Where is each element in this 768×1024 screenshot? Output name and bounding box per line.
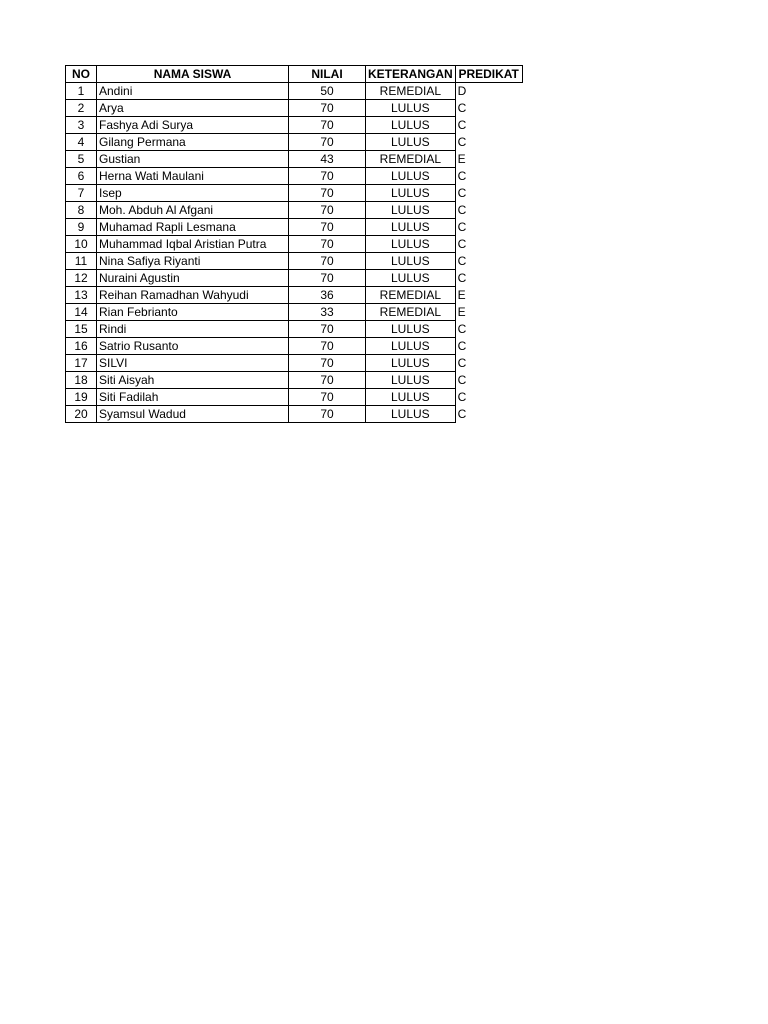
cell-keterangan: REMEDIAL [366,287,456,304]
cell-nama-siswa: Satrio Rusanto [97,338,289,355]
cell-nilai: 70 [289,236,366,253]
cell-keterangan: REMEDIAL [366,151,456,168]
cell-nilai: 70 [289,406,366,423]
cell-predikat: C [455,117,522,134]
cell-no: 3 [66,117,97,134]
cell-no: 5 [66,151,97,168]
table-row [66,406,523,423]
cell-nama-siswa: Isep [97,185,289,202]
cell-nama-siswa: Siti Fadilah [97,389,289,406]
cell-nama-siswa: Nuraini Agustin [97,270,289,287]
table-row [66,270,523,287]
cell-nilai: 70 [289,355,366,372]
cell-predikat: C [455,253,522,270]
table-row [66,236,523,253]
cell-keterangan: LULUS [366,168,456,185]
cell-nama-siswa: Nina Safiya Riyanti [97,253,289,270]
grades-table [65,65,523,423]
cell-nama-siswa: Fashya Adi Surya [97,117,289,134]
table-row [66,372,523,389]
table-row [66,83,523,100]
cell-no: 13 [66,287,97,304]
cell-no: 16 [66,338,97,355]
cell-no: 10 [66,236,97,253]
cell-keterangan: LULUS [366,100,456,117]
table-row [66,168,523,185]
cell-nama-siswa: Syamsul Wadud [97,406,289,423]
table-row [66,202,523,219]
cell-keterangan: LULUS [366,185,456,202]
cell-nilai: 50 [289,83,366,100]
cell-predikat: C [455,236,522,253]
table-row [66,304,523,321]
cell-predikat: C [455,355,522,372]
table-row [66,253,523,270]
cell-nama-siswa: Muhammad Iqbal Aristian Putra [97,236,289,253]
header-keterangan: KETERANGAN [366,66,456,83]
cell-no: 7 [66,185,97,202]
table-row [66,287,523,304]
cell-no: 19 [66,389,97,406]
cell-nilai: 70 [289,202,366,219]
cell-keterangan: LULUS [366,355,456,372]
cell-nama-siswa: Arya [97,100,289,117]
cell-no: 11 [66,253,97,270]
header-predikat: PREDIKAT [455,66,522,83]
cell-keterangan: LULUS [366,321,456,338]
cell-no: 6 [66,168,97,185]
cell-nilai: 70 [289,253,366,270]
cell-predikat: E [455,304,522,321]
cell-keterangan: LULUS [366,338,456,355]
cell-nilai: 70 [289,372,366,389]
table-row [66,151,523,168]
table-row [66,100,523,117]
cell-nilai: 43 [289,151,366,168]
table-row [66,185,523,202]
cell-keterangan: LULUS [366,372,456,389]
header-no: NO [66,66,97,83]
cell-nama-siswa: Rian Febrianto [97,304,289,321]
header-nama-siswa: NAMA SISWA [97,66,289,83]
cell-predikat: C [455,270,522,287]
cell-keterangan: LULUS [366,236,456,253]
cell-keterangan: LULUS [366,134,456,151]
cell-keterangan: LULUS [366,117,456,134]
cell-keterangan: LULUS [366,253,456,270]
cell-keterangan: LULUS [366,219,456,236]
cell-nama-siswa: Siti Aisyah [97,372,289,389]
cell-nilai: 70 [289,389,366,406]
cell-nilai: 70 [289,100,366,117]
cell-keterangan: LULUS [366,406,456,423]
table-row [66,117,523,134]
cell-nama-siswa: Gilang Permana [97,134,289,151]
cell-predikat: C [455,321,522,338]
cell-no: 12 [66,270,97,287]
cell-predikat: C [455,338,522,355]
cell-predikat: E [455,287,522,304]
table-row [66,219,523,236]
cell-no: 8 [66,202,97,219]
cell-no: 9 [66,219,97,236]
cell-no: 20 [66,406,97,423]
cell-nama-siswa: Rindi [97,321,289,338]
cell-predikat: C [455,185,522,202]
cell-nama-siswa: SILVI [97,355,289,372]
cell-keterangan: LULUS [366,202,456,219]
cell-nilai: 70 [289,185,366,202]
cell-nama-siswa: Moh. Abduh Al Afgani [97,202,289,219]
cell-predikat: C [455,100,522,117]
cell-no: 4 [66,134,97,151]
header-nilai: NILAI [289,66,366,83]
header-row [66,66,523,83]
cell-predikat: C [455,202,522,219]
table-row [66,134,523,151]
grades-body [66,83,523,423]
cell-nilai: 70 [289,338,366,355]
cell-keterangan: REMEDIAL [366,304,456,321]
cell-nilai: 70 [289,134,366,151]
cell-nilai: 70 [289,270,366,287]
cell-predikat: C [455,389,522,406]
cell-nilai: 70 [289,219,366,236]
cell-predikat: C [455,372,522,389]
table-row [66,355,523,372]
cell-nama-siswa: Reihan Ramadhan Wahyudi [97,287,289,304]
cell-no: 15 [66,321,97,338]
cell-nama-siswa: Andini [97,83,289,100]
cell-nilai: 36 [289,287,366,304]
cell-keterangan: REMEDIAL [366,83,456,100]
cell-nilai: 33 [289,304,366,321]
cell-keterangan: LULUS [366,389,456,406]
cell-no: 2 [66,100,97,117]
cell-no: 1 [66,83,97,100]
cell-predikat: E [455,151,522,168]
cell-nilai: 70 [289,117,366,134]
grades-sheet [65,65,523,423]
cell-nama-siswa: Herna Wati Maulani [97,168,289,185]
cell-no: 17 [66,355,97,372]
cell-predikat: C [455,168,522,185]
cell-nilai: 70 [289,321,366,338]
cell-nilai: 70 [289,168,366,185]
cell-predikat: C [455,134,522,151]
cell-nama-siswa: Gustian [97,151,289,168]
cell-nama-siswa: Muhamad Rapli Lesmana [97,219,289,236]
table-row [66,389,523,406]
cell-no: 18 [66,372,97,389]
cell-predikat: C [455,406,522,423]
cell-predikat: C [455,219,522,236]
cell-no: 14 [66,304,97,321]
table-row [66,321,523,338]
cell-keterangan: LULUS [366,270,456,287]
table-row [66,338,523,355]
cell-predikat: D [455,83,522,100]
